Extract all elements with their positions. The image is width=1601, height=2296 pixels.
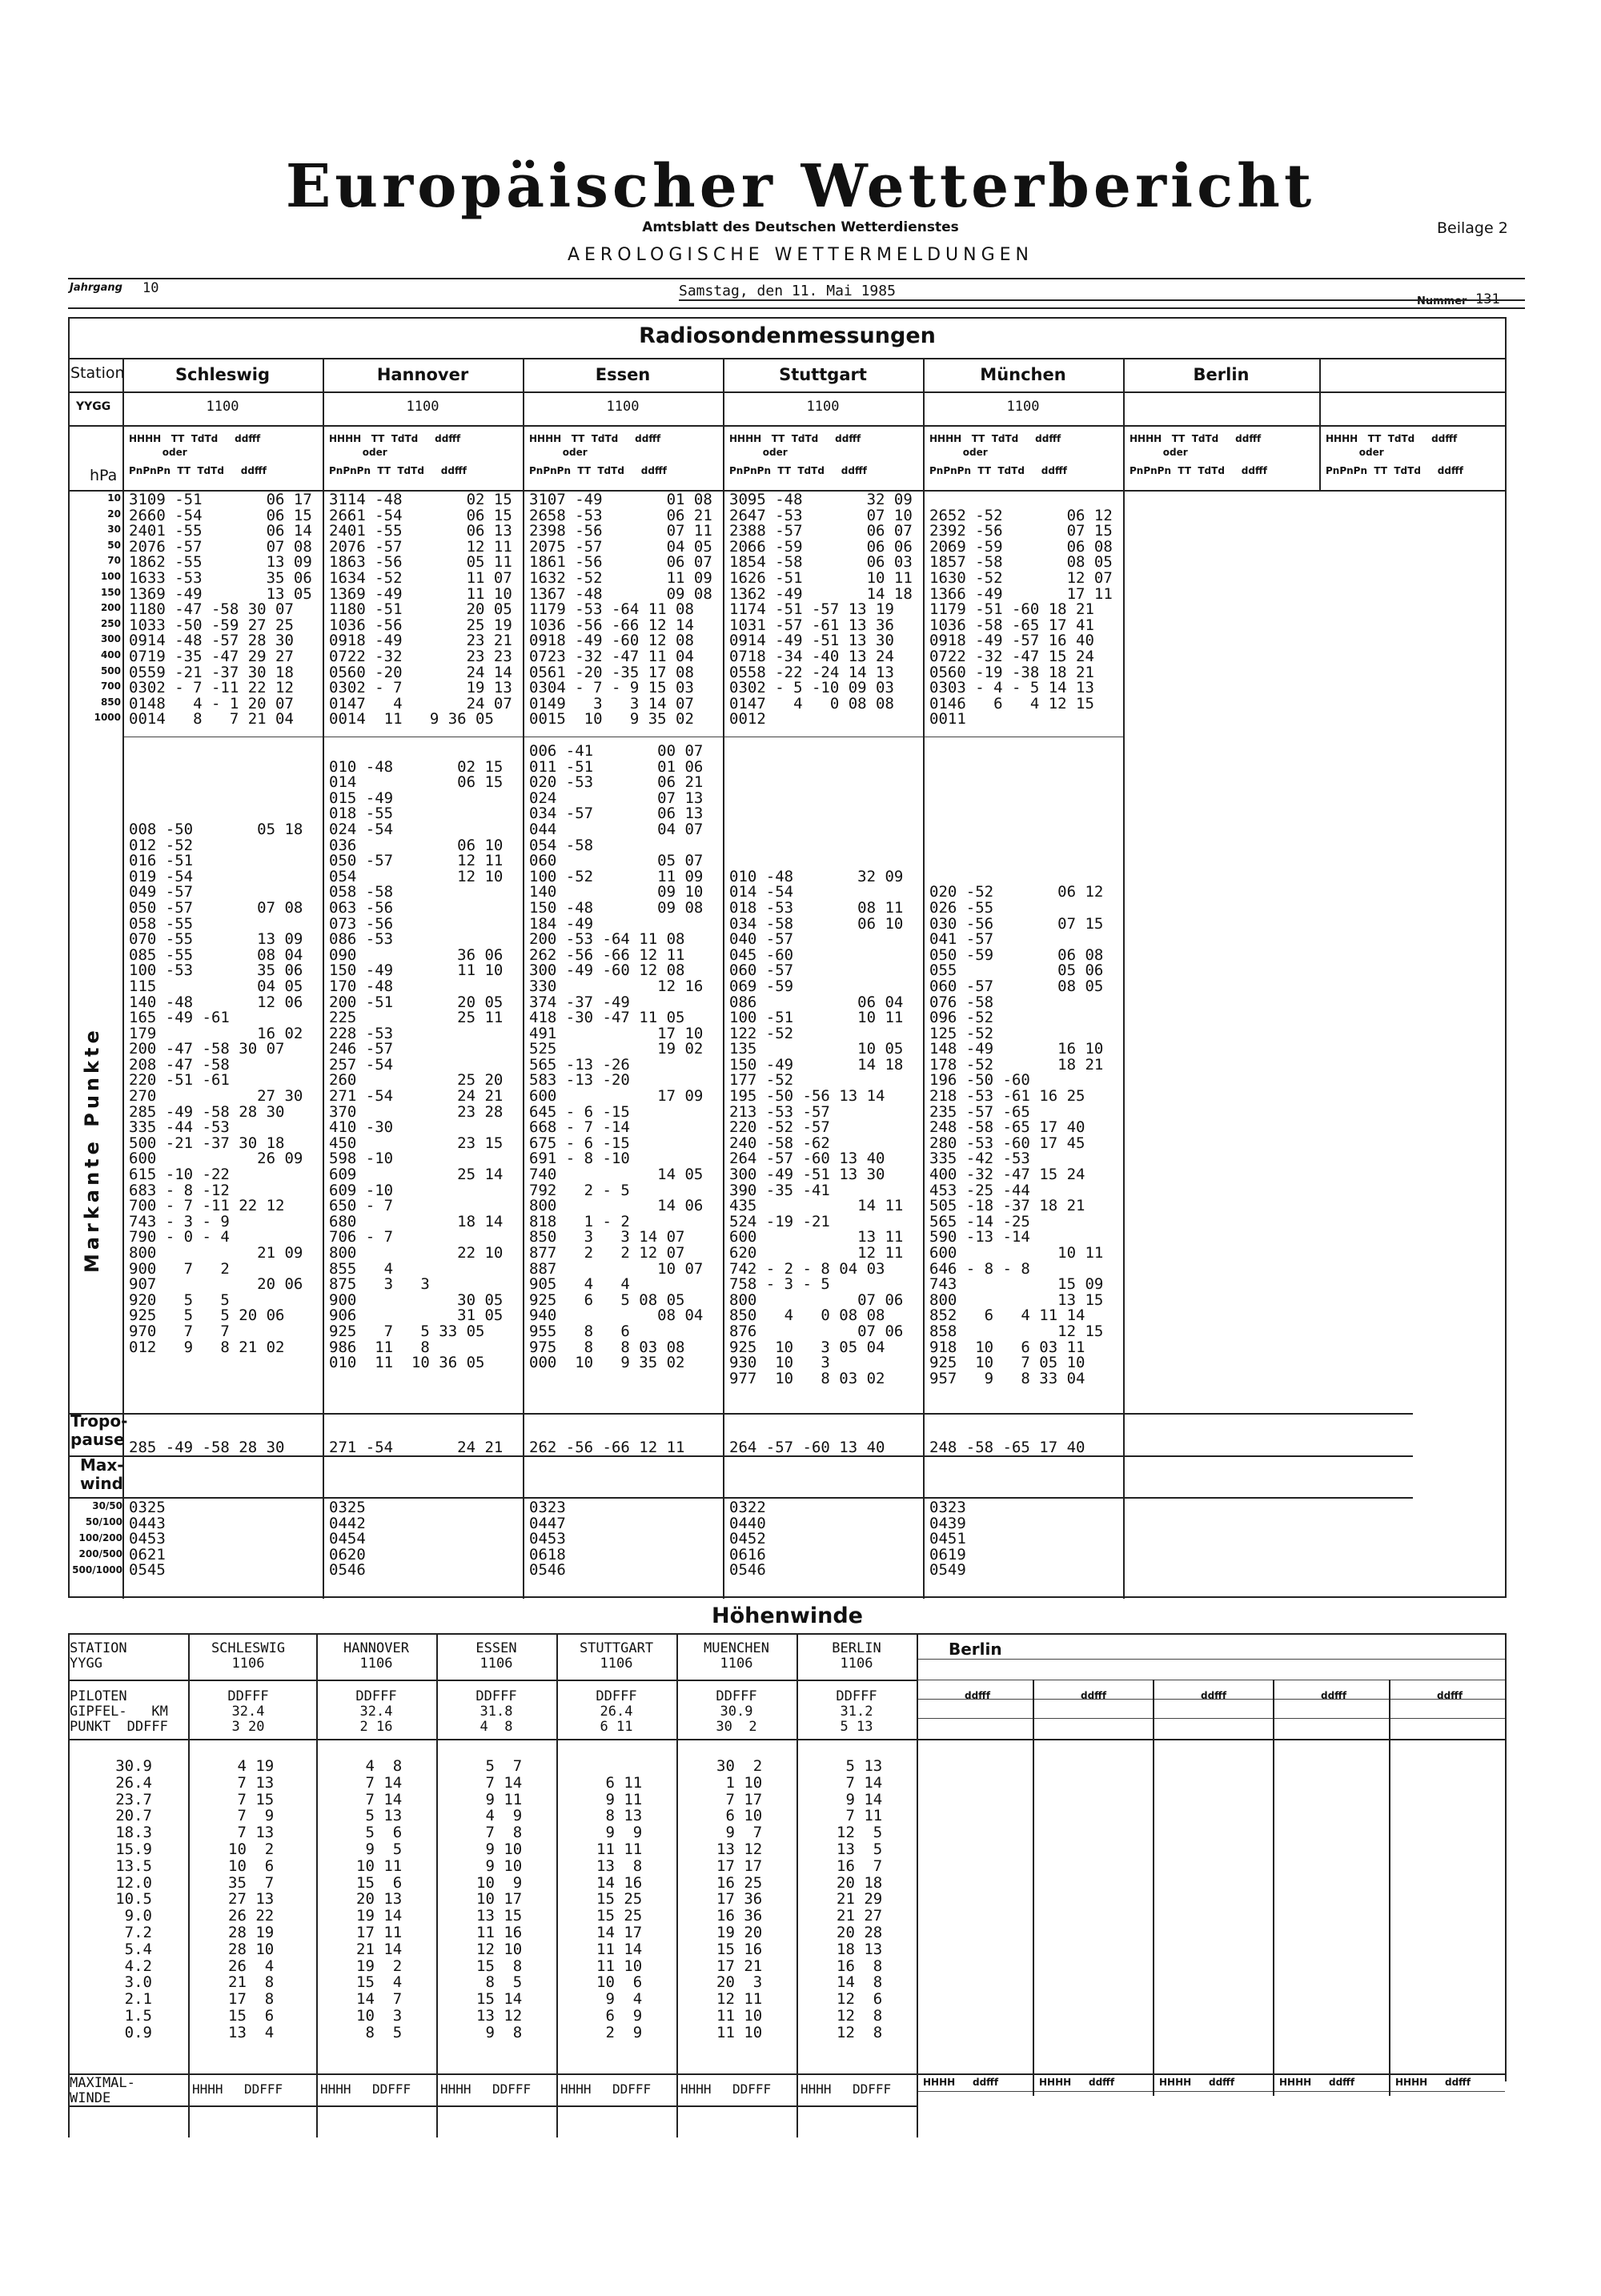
level: 50 (107, 539, 121, 551)
gipfelpunkt: DDFFF 26.4 6 11 (596, 1688, 637, 1735)
col-sep (523, 358, 524, 1599)
gipfelpunkt: DDFFF 30.9 30 2 (716, 1688, 757, 1735)
layer: 200/500 (78, 1548, 122, 1559)
tropopause-label: Tropo- pause (70, 1411, 128, 1449)
berlin-ddfff-label: ddfff (965, 1690, 991, 1701)
col-sep (723, 358, 724, 1599)
wind-values: 30 2 1 10 7 17 6 10 9 7 13 12 17 17 16 25 17 36 16 36 19 20 15 16 17 21 20 3 12 11 11 10 11 10 (716, 1757, 763, 2041)
hw-station-name: HANNOVER 1106 (343, 1640, 409, 1672)
hw-station-name: STUTTGART 1106 (579, 1640, 654, 1672)
hpa-label: hPa (90, 467, 118, 484)
issue-date: Samstag, den 11. Mai 1985 (679, 283, 896, 299)
col-sep (1505, 1633, 1507, 2081)
piloten-label: PILOTEN GIPFEL- KM PUNKT DDFFF (70, 1688, 168, 1735)
berlin-ddfff-label: ddfff (1321, 1690, 1347, 1701)
hhhh-label: HHHH (192, 2081, 223, 2097)
height-column: 30.9 26.4 23.7 20.7 18.3 15.9 13.5 12.0 10.5 9.0 7.2 5.4 4.2 3.0 2.1 1.5 0.9 (115, 1757, 152, 2041)
level: 20 (107, 508, 121, 520)
col-header: oder (1326, 447, 1384, 458)
hw-station-name: SCHLESWIG 1106 (211, 1640, 286, 1672)
berlin-ddfff-label: ddfff (1437, 1690, 1463, 1701)
markante-punkte: 008 -50 05 18 012 -52 016 -51 019 -54 049 -57 050 -57 07 08 058 -55 070 -55 13 09 085 -55 08 04 100 -53 35 06 115 04 05 140 -48 12 06 165 -49 -61 179 16 02 200 -47 -58 30 07 208 -47 -58 220 -51 -61 270 27 30 285 -49 -58 28 30 335 -44 -53 500 -21 -37 30 18 600 26 09 615 -10 -22 683 - 8 -12 700 - 7 -11 22 12 743 - 3 - 9 790 - 0 - 4 800 21 09 900 7 2 907 20 06 920 5 5 925 5 5 20 06 970 7 7 012 9 8 21 02 (129, 820, 303, 1356)
berlin-ddfff-label: ddfff (1209, 2077, 1235, 2088)
col-header: HHHH TT TdTd ddfff (929, 433, 1061, 444)
layer: 30/50 (92, 1500, 122, 1511)
maxwind-layers: 0325 0442 0454 0620 0546 (329, 1499, 366, 1580)
standard-levels: 2652 -52 06 12 2392 -56 07 15 2069 -59 06 08 1857 -58 08 05 1630 -52 12 07 1366 -49 17 11 1179 -51 -60 18 21 1036 -58 -65 17 41 0918 -49 -57 16 40 0722 -32 -47 15 24 0560 -19 -38 18 21 0303 - 4 - 5 14 13 0146 6 4 12 15 0011 (929, 506, 1113, 729)
rule (68, 1739, 1507, 1740)
radiosonde-title: Radiosondenmessungen (639, 323, 936, 348)
col-header: HHHH TT TdTd ddfff (129, 433, 261, 444)
wind-values: 4 19 7 13 7 15 7 9 7 13 10 2 10 6 35 7 27 13 26 22 28 19 28 10 26 4 21 8 17 8 15 6 13 4 (228, 1757, 275, 2041)
col-sep (1319, 358, 1321, 490)
ddfff-label: DDFFF (244, 2081, 283, 2097)
station-yygg: 1100 (1006, 399, 1040, 415)
standard-levels: 3107 -49 01 08 2658 -53 06 21 2398 -56 07 11 2075 -57 04 05 1861 -56 06 07 1632 -52 11 09 1367 -48 09 08 1179 -53 -64 11 08 1036 -56 -66 12 14 0918 -49 -60 12 08 0723 -32 -47 11 04 0561 -20 -35 17 08 0304 - 7 - 9 15 03 0149 3 3 14 07 0015 10 9 35 02 (529, 491, 712, 729)
standard-levels: 3114 -48 02 15 2661 -54 06 15 2401 -55 06 13 2076 -57 12 11 1863 -56 05 11 1634 -52 11 07 1369 -49 11 10 1180 -51 20 05 1036 -56 25 19 0918 -49 23 21 0722 -32 23 23 0560 -20 24 14 0302 - 7 19 13 0147 4 24 07 0014 11 9 36 05 (329, 491, 512, 729)
berlin-hhhh-label: HHHH (1039, 2077, 1072, 2088)
page-title: Europäischer Wetterbericht (285, 152, 1316, 221)
standard-levels: 3109 -51 06 17 2660 -54 06 15 2401 -55 06 14 2076 -57 07 08 1862 -55 13 09 1633 -53 35 06 1369 -49 13 05 1180 -47 -58 30 07 1033 -50 -59 27 25 0914 -48 -57 28 30 0719 -35 -47 29 27 0559 -21 -37 30 18 0302 - 7 -11 22 12 0148 4 - 1 20 07 0014 8 7 21 04 (129, 491, 312, 729)
tropopause-value: 264 -57 -60 13 40 (729, 1439, 885, 1456)
wind-values: 6 11 9 11 8 13 9 9 11 11 13 8 14 16 15 25 15 25 14 17 11 14 11 10 10 6 9 4 6 9 2 9 (596, 1773, 643, 2041)
standard-levels: 3095 -48 32 09 2647 -53 07 10 2388 -57 06 07 2066 -59 06 06 1854 -58 06 03 1626 -51 10 11 1362 -49 14 18 1174 -51 -57 13 19 1031 -57 -61 13 36 0914 -49 -51 13 30 0718 -34 -40 13 24 0558 -22 -24 14 13 0302 - 5 -10 09 03 0147 4 0 08 08 0012 (729, 491, 913, 729)
col-sep (1153, 1680, 1154, 2096)
header-rule-bottom (68, 307, 1525, 309)
markante-punkte: 010 -48 32 09 014 -54 018 -53 08 11 034 -58 06 10 040 -57 045 -60 060 -57 069 -59 086 06 04 100 -51 10 11 122 -52 135 10 05 150 -49 14 18 177 -52 195 -50 -56 13 14 213 -53 -57 220 -52 -57 240 -58 -62 264 -57 -60 13 40 300 -49 -51 13 30 390 -35 -41 435 14 11 524 -19 -21 600 13 11 620 12 11 742 - 2 - 8 04 03 758 - 3 - 5 800 07 06 850 4 0 08 08 876 07 06 925 10 3 05 04 930 10 3 977 10 8 03 02 (729, 867, 904, 1387)
maxwind-layers: 0323 0439 0451 0619 0549 (929, 1499, 966, 1580)
level: 10 (107, 492, 121, 504)
ddfff-label: DDFFF (853, 2081, 892, 2097)
layer: 50/100 (85, 1516, 122, 1527)
col-sep (188, 1633, 190, 2137)
level: 1000 (94, 712, 121, 724)
rule (68, 1680, 917, 1681)
maxwind-label: Max- wind (80, 1455, 124, 1493)
level: 200 (100, 602, 121, 614)
header-rule-top (68, 278, 1525, 279)
tropopause-value: 271 -54 24 21 (329, 1439, 504, 1456)
hhhh-label: HHHH (800, 2081, 832, 2097)
maxwind-layers: 0323 0447 0453 0618 0546 (529, 1499, 566, 1580)
col-header: oder (329, 447, 387, 458)
maximal-winde-label: MAXIMAL- WINDE (70, 2075, 135, 2106)
hw-station-name: MUENCHEN 1106 (704, 1640, 769, 1672)
rule (917, 1718, 1505, 1719)
berlin-hhhh-label: HHHH (1279, 2077, 1312, 2088)
hw-berlin-label: Berlin (949, 1640, 1002, 1659)
tropopause-value: 285 -49 -58 28 30 (129, 1439, 285, 1456)
station-yygg: 1100 (606, 399, 640, 415)
level: 30 (107, 524, 121, 536)
col-header: oder (529, 447, 588, 458)
col-header: PnPnPn TT TdTd ddfff (329, 465, 467, 476)
col-header: PnPnPn TT TdTd ddfff (929, 465, 1067, 476)
berlin-hhhh-label: HHHH (923, 2077, 956, 2088)
ddfff-label: DDFFF (372, 2081, 411, 2097)
level: 500 (100, 664, 121, 676)
section-title: AEROLOGISCHE WETTERMELDUNGEN (567, 245, 1033, 265)
level: 300 (100, 633, 121, 645)
col-header: PnPnPn TT TdTd ddfff (129, 465, 267, 476)
col-sep (1033, 1680, 1034, 2096)
rule (68, 1633, 1507, 1635)
col-header: PnPnPn TT TdTd ddfff (1326, 465, 1463, 476)
markante-punkte: 006 -41 00 07 011 -51 01 06 020 -53 06 21 024 07 13 034 -57 06 13 044 04 07 054 -58 060 05 07 100 -52 11 09 140 09 10 150 -48 09 08 184 -49 200 -53 -64 11 08 262 -56 -66 12 11 300 -49 -60 12 08 330 12 16 374 -37 -49 418 -30 -47 11 05 491 17 10 525 19 02 565 -13 -26 583 -13 -20 600 17 09 645 - 6 -15 668 - 7 -14 675 - 6 -15 691 - 8 -10 740 14 05 792 2 - 5 800 14 06 818 1 - 2 850 3 3 14 07 877 2 2 12 07 887 10 07 905 4 4 925 6 5 08 05 940 08 04 955 8 6 975 8 8 03 08 000 10 9 35 02 (529, 742, 704, 1372)
hhhh-label: HHHH (440, 2081, 471, 2097)
wind-values: 5 13 7 14 9 14 7 11 12 5 13 5 16 7 20 18 21 29 21 27 20 28 18 13 16 8 14 8 12 6 12 8 12 8 (837, 1757, 883, 2041)
rule (68, 358, 1507, 359)
col-header: HHHH TT TdTd ddfff (729, 433, 861, 444)
nummer-label: Nummer (1417, 295, 1467, 307)
layer: 100/200 (78, 1532, 122, 1543)
col-sep (1389, 1680, 1390, 2096)
col-sep (923, 358, 925, 1599)
level: 400 (100, 649, 121, 660)
layer: 500/1000 (72, 1564, 122, 1575)
berlin-ddfff-label: ddfff (1329, 2077, 1355, 2088)
wind-values: 4 8 7 14 7 14 5 13 5 6 9 5 10 11 15 6 20 13 19 14 17 11 21 14 19 2 15 4 14 7 10 3 8 5 (356, 1757, 403, 2041)
maxwind-layers: 0322 0440 0452 0616 0546 (729, 1499, 766, 1580)
rule (68, 425, 1507, 427)
nummer-value: 131 (1475, 291, 1500, 307)
supplement-label: Beilage 2 (1437, 219, 1508, 237)
col-header: HHHH TT TdTd ddfff (1326, 433, 1458, 444)
ddfff-label: DDFFF (492, 2081, 532, 2097)
header-rule-date (679, 299, 1525, 301)
col-sep (676, 1633, 678, 2137)
station-label: Station (70, 364, 125, 382)
markante-punkte: 020 -52 06 12 026 -55 030 -56 07 15 041 -57 050 -59 06 08 055 05 06 060 -57 08 05 076 -58 096 -52 125 -52 148 -49 16 10 178 -52 18 21 196 -50 -60 218 -53 -61 16 25 235 -57 -65 248 -58 -65 17 40 280 -53 -60 17 45 335 -42 -53 400 -32 -47 15 24 453 -25 -44 505 -18 -37 18 21 565 -14 -25 590 -13 -14 600 10 11 646 - 8 - 8 743 15 09 800 13 15 852 6 4 11 14 858 12 15 918 10 6 03 11 925 10 7 05 10 957 9 8 33 04 (929, 883, 1104, 1387)
gipfelpunkt: DDFFF 31.2 5 13 (836, 1688, 877, 1735)
ddfff-label: DDFFF (732, 2081, 772, 2097)
berlin-ddfff-label: ddfff (1201, 1690, 1227, 1701)
markante-punkte-label: Markante Punkte (81, 1026, 103, 1273)
jahrgang-label: Jahrgang (70, 282, 122, 294)
rule (68, 2073, 1507, 2075)
col-header: PnPnPn TT TdTd ddfff (529, 465, 667, 476)
markante-punkte: 010 -48 02 15 014 06 15 015 -49 018 -55 024 -54 036 06 10 050 -57 12 11 054 12 10 058 -58 063 -56 073 -56 086 -53 090 36 06 150 -49 11 10 170 -48 200 -51 20 05 225 25 11 228 -53 246 -57 257 -54 260 25 20 271 -54 24 21 370 23 28 410 -30 450 23 15 598 -10 609 25 14 609 -10 650 - 7 680 18 14 706 - 7 800 22 10 855 4 875 3 3 900 30 05 906 31 05 925 7 5 33 05 986 11 8 010 11 10 36 05 (329, 757, 504, 1372)
col-header: HHHH TT TdTd ddfff (1130, 433, 1262, 444)
station-name: Hannover (376, 365, 469, 384)
gipfelpunkt: DDFFF 32.4 2 16 (355, 1688, 397, 1735)
col-sep (316, 1633, 318, 2137)
berlin-ddfff-label: ddfff (1089, 2077, 1115, 2088)
hhhh-label: HHHH (320, 2081, 351, 2097)
hw-stub-header: STATION YYGG (70, 1640, 127, 1672)
col-header: oder (729, 447, 788, 458)
col-header: oder (929, 447, 988, 458)
berlin-hhhh-label: HHHH (1159, 2077, 1192, 2088)
level: 250 (100, 617, 121, 629)
col-header: oder (129, 447, 187, 458)
col-sep (323, 358, 324, 1599)
berlin-ddfff-label: ddfff (973, 2077, 999, 2088)
berlin-ddfff-label: ddfff (1081, 1690, 1107, 1701)
hoehenwinde-title: Höhenwinde (712, 1604, 863, 1628)
hhhh-label: HHHH (680, 2081, 712, 2097)
station-name: Schleswig (175, 365, 271, 384)
station-yygg: 1100 (206, 399, 239, 415)
berlin-ddfff-label: ddfff (1445, 2077, 1471, 2088)
rule (68, 1413, 1413, 1415)
maxwind-layers: 0325 0443 0453 0621 0545 (129, 1499, 166, 1580)
station-yygg: 1100 (806, 399, 840, 415)
hhhh-label: HHHH (560, 2081, 592, 2097)
col-sep (436, 1633, 438, 2137)
gipfelpunkt: DDFFF 31.8 4 8 (475, 1688, 517, 1735)
col-sep (1273, 1680, 1274, 2096)
tropopause-value: 262 -56 -66 12 11 (529, 1439, 685, 1456)
station-name: Stuttgart (779, 365, 867, 384)
hw-station-name: BERLIN 1106 (832, 1640, 881, 1672)
level: 150 (100, 586, 121, 598)
rule (68, 391, 1507, 393)
gipfelpunkt: DDFFF 32.4 3 20 (227, 1688, 269, 1735)
col-header: oder (1130, 447, 1188, 458)
wind-values: 5 7 7 14 9 11 4 9 7 8 9 10 9 10 10 9 10 17 13 15 11 16 12 10 15 8 8 5 15 14 13 12 9 8 (476, 1757, 523, 2041)
col-sep (796, 1633, 798, 2137)
berlin-hhhh-label: HHHH (1395, 2077, 1428, 2088)
level: 100 (100, 571, 121, 582)
col-sep (556, 1633, 558, 2137)
jahrgang-value: 10 (142, 280, 159, 296)
col-header: PnPnPn TT TdTd ddfff (1130, 465, 1267, 476)
col-header: HHHH TT TdTd ddfff (529, 433, 661, 444)
col-header: HHHH TT TdTd ddfff (329, 433, 461, 444)
tropopause-value: 248 -58 -65 17 40 (929, 1439, 1085, 1456)
publisher-subtitle: Amtsblatt des Deutschen Wetterdienstes (642, 219, 959, 235)
col-sep (1123, 358, 1125, 1599)
hw-station-name: ESSEN 1106 (475, 1640, 517, 1672)
level: 850 (100, 696, 121, 708)
station-yygg: 1100 (406, 399, 439, 415)
station-name: München (980, 365, 1066, 384)
col-header: PnPnPn TT TdTd ddfff (729, 465, 867, 476)
rule (68, 2105, 917, 2107)
station-name: Essen (595, 365, 651, 384)
yygg-label: YYGG (76, 400, 111, 413)
rule (917, 1659, 1505, 1660)
station-name: Berlin (1193, 365, 1250, 384)
level: 70 (107, 555, 121, 567)
col-sep (917, 1633, 918, 2137)
rule (917, 2091, 1505, 2092)
ddfff-label: DDFFF (612, 2081, 652, 2097)
level: 700 (100, 680, 121, 692)
